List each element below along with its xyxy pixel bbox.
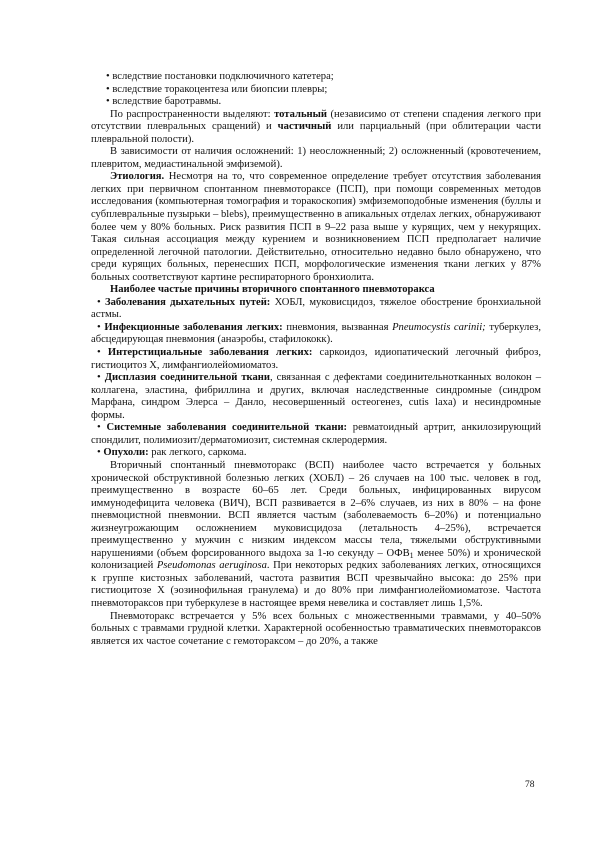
cause-text: , связанная с дефектами соединительнотканных волокон – коллагена, эластина, фибриллина и других, включая наследственные синдромные (синдром Марфана, синдром Элерса – Данло, несовершенный остеогенез, cutis laxa) и несиндромные формы. [91, 372, 541, 421]
text: Вторичный спонтанный пневмоторакс (ВСП) наиболее часто встречается у больных хронической обструктивной болезнью легких (ХОБЛ) – 26 случаев на 100 тыс. человек в год, преимущественно в возрасте 60–65 лет. Среди больных, инфицированных вирусом иммунодефицита человека (ВИЧ), ВСП развивается в 2–6% случаев, из них в 80% – на фоне пневмоцистной пневмонии. ВСП является частым (заболеваемость 6–20%) и потенциально жизнеугрожающим осложнением муковисцидоза (летальность 4–25%), встречается преимущественно у мужчин с низким индексом массы тела, тяжелыми обструктивными нарушениями (объем форсированного выдоха за 1-ю секунду – ОФВ [91, 459, 541, 559]
bullet-icon: • [97, 296, 101, 308]
bold-term: тотальный [274, 108, 328, 120]
paragraph-etiology [91, 171, 541, 284]
cause-text: туберкулез, абсцедирующая пневмония (анаэробы, стафилококк). [91, 321, 542, 346]
cause-text: рак легкого, саркома. [148, 447, 247, 459]
cause-label: Системные заболевания соединительной ткани: [106, 422, 348, 434]
bullet-icon: • [97, 372, 101, 384]
italic-term: Pseudomonas aeruginosa [156, 560, 267, 572]
section-heading: Наиболее частые причины вторичного спонтанного пневмоторакса [110, 284, 435, 296]
bullet-item: • вследствие баротравмы. [106, 96, 222, 108]
cause-item [91, 447, 541, 460]
etiology-text: Несмотря на то, что современное определение требует отсутствия заболевания легких при первичном спонтанном пневмотораксе (ПСП), при помощи современных методов исследования (компьютерная томография и торакоскопия) эмфиземоподобные изменения (буллы и субплевральные пузырьки – blebs), преимущественно в апикальных отделах легких, обнаруживают более чем у 80% больных. Риск развития ПСП в 9–22 раза выше у курящих, чем у некурящих. Такая сильная ассоциация между курением и возникновением ПСП предполагает наличие определенной легочной патологии. Действительно, относительно недавно было обнаружено, что среди курящих больных, перенесших ПСП, морфологические изменения ткани легких у 87% больных соответствуют картине респираторного бронхиолита. [91, 171, 541, 283]
cause-item [91, 322, 541, 347]
text: . При некоторых редких заболеваниях легких, относящихся к группе кистозных заболеваний, частота развития ВСП чрезвычайно высока: до 25% при гистиоцитозе X (эозинофильная гранулема) и до 80% при лимфангиолейомиоматозе. Частота пневмотораксов при туберкулезе в настоящее время невелика и составляет лишь 1,5%. [91, 560, 542, 609]
text: менее 50%) и хронической колонизацией [91, 547, 541, 572]
bullet-icon: • [97, 347, 101, 359]
cause-text: ревматоидный артрит, анкилозирующий спондилит, полимиозит/дерматомиозит, системная склеродермия. [91, 422, 541, 446]
bullet-icon: • [97, 422, 101, 434]
bold-term: частичный [277, 121, 332, 133]
cause-item [91, 297, 541, 322]
cause-text: ХОБЛ, муковисцидоз, тяжелое обострение бронхиальной астмы. [91, 296, 541, 321]
cause-label: Заболевания дыхательных путей: [105, 296, 271, 308]
paragraph-secondary [91, 460, 541, 611]
cause-label: Дисплазия соединительной ткани [104, 372, 270, 384]
bullet-icon: • [97, 321, 101, 333]
paragraph-prevalence [91, 109, 541, 147]
cause-text: пневмония, вызванная [282, 321, 393, 333]
cause-label: Интерстициальные заболевания легких: [107, 347, 313, 359]
page-content [91, 71, 541, 648]
cause-text: саркоидоз, идиопатический легочный фиброз, гистиоцитоз X, лимфангиолейомиоматоз. [91, 347, 541, 371]
bullet-item: • вследствие торакоцентеза или биопсии плевры; [106, 83, 328, 95]
etiology-label: Этиология. [110, 171, 165, 183]
cause-item [91, 422, 541, 447]
cause-label: Инфекционные заболевания легких: [104, 321, 283, 333]
paragraph-trauma: Пневмоторакс встречается у 5% всех больных с множественными травмами, у 40–50% больных с травмами грудной клетки. Характерной особенностью травматических пневмотораксов является их частое сочетание с гемотораксом – до 20%, а также [91, 610, 541, 647]
italic-term: Pneumocystis carinii; [392, 321, 486, 333]
paragraph-complications: В зависимости от наличия осложнений: 1) неосложненный; 2) осложненный (кровотечением, плевритом, медиастинальной эмфиземой). [91, 146, 541, 170]
cause-item [91, 347, 541, 372]
text: или парциальный (при облитерации части плевральной полости). [91, 121, 541, 145]
cause-item [91, 372, 541, 422]
subscript: 1 [409, 550, 414, 560]
page-number: 78 [525, 780, 535, 790]
cause-label: Опухоли: [103, 447, 149, 459]
bullet-item: • вследствие постановки подключичного катетера; [106, 71, 334, 82]
text: (независимо от степени спадения легкого при отсутствии плевральных сращений) и [91, 108, 541, 133]
bullet-icon: • [97, 447, 101, 459]
text: По распространенности выделяют: [110, 108, 275, 120]
